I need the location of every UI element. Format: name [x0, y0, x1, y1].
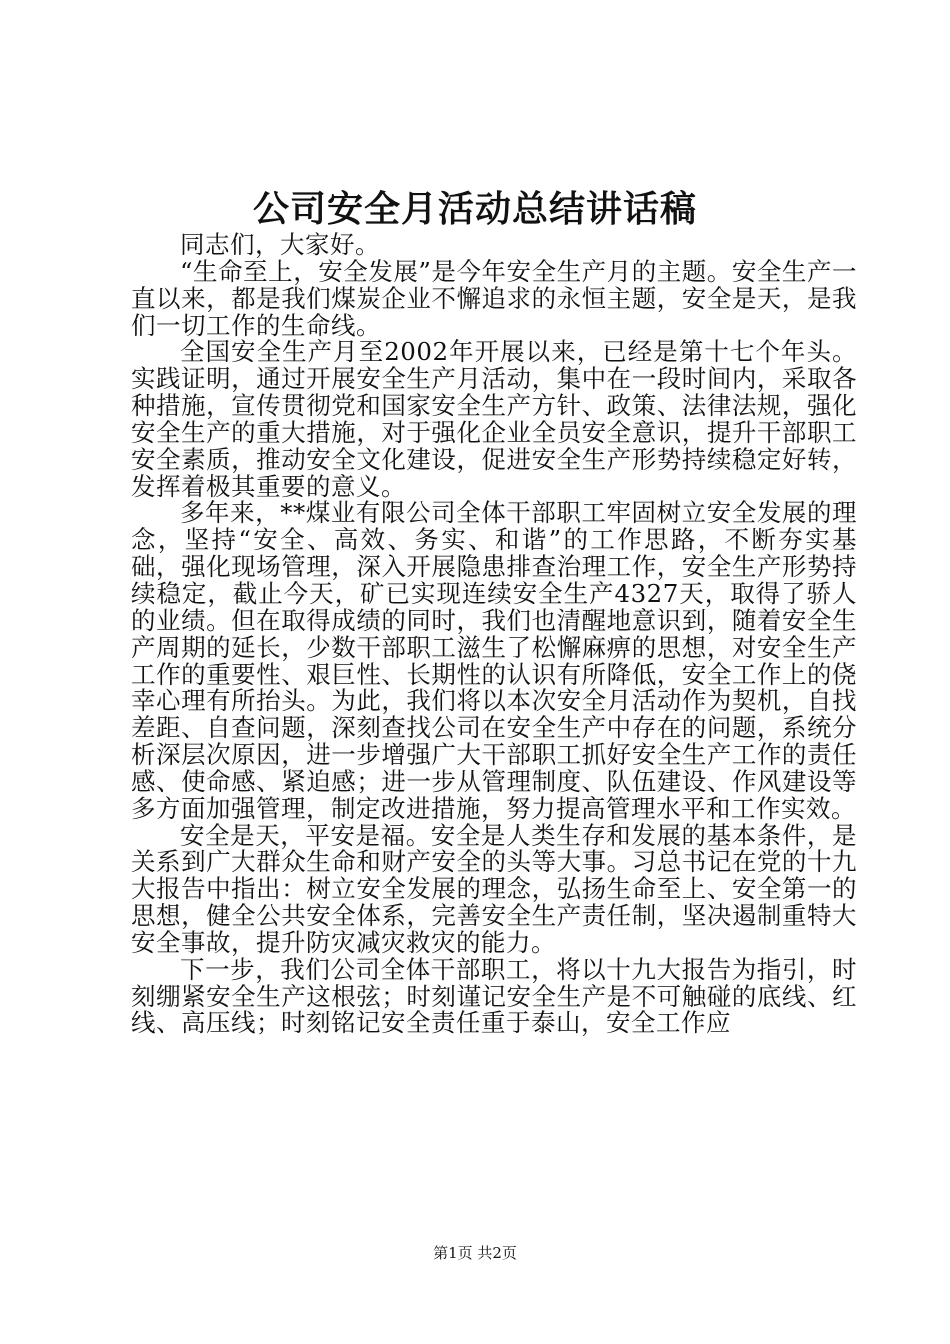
paragraph-greeting: 同志们，大家好。 [180, 230, 380, 259]
document-title: 公司安全月活动总结讲话稿 [252, 188, 697, 230]
document-body [131, 232, 857, 1037]
paragraph-achievements: 多年来，**煤业有限公司全体干部职工牢固树立安全发展的理念，坚持“安全、高效、务实、和谐”的工作思路，不断夯实基础，强化现场管理，深入开展隐患排查治理工作，安全生产形势持续稳定，截止今天，矿已实现连续安全生产4327天，取得了骄人的业绩。但在取得成绩的同时，我们也清醒地意识到，随着安全生产周期的延长，少数干部职工滋生了松懈麻痹的思想，对安全生产工作的重要性、艰巨性、长期性的认识有所降低，安全工作上的侥幸心理有所抬头。为此，我们将以本次安全月活动作为契机，自找差距、自查问题，深刻查找公司在安全生产中存在的问题，系统分析深层次原因，进一步增强广大干部职工抓好安全生产工作的责任感、使命感、紧迫感；进一步从管理制度、队伍建设、作风建设等多方面加强管理，制定改进措施，努力提高管理水平和工作实效。 [131, 498, 857, 823]
paragraph-next-steps: 下一步，我们公司全体干部职工，将以十九大报告为指引，时刻绷紧安全生产这根弦；时刻谨记安全生产是不可触碰的底线、红线、高压线；时刻铭记安全责任重于泰山，安全工作应 [131, 954, 857, 1038]
paragraph-safety-importance: 安全是天，平安是福。安全是人类生存和发展的基本条件，是关系到广大群众生命和财产安全的头等大事。习总书记在党的十九大报告中指出：树立安全发展的理念，弘扬生命至上、安全第一的思想，健全公共安全体系，完善安全生产责任制，坚决遏制重特大安全事故，提升防灾减灾救灾的能力。 [131, 820, 857, 957]
page-number-footer: 第1页 共2页 [433, 1244, 517, 1262]
paragraph-history: 全国安全生产月至2002年开展以来，已经是第十七个年头。实践证明，通过开展安全生产月活动，集中在一段时间内，采取各种措施，宣传贯彻党和国家安全生产方针、政策、法律法规，强化安全生产的重大措施，对于强化企业全员安全意识，提升干部职工安全素质，推动安全文化建设，促进安全生产形势持续稳定好转，发挥着极其重要的意义。 [131, 337, 857, 501]
paragraph-theme: “生命至上，安全发展”是今年安全生产月的主题。安全生产一直以来，都是我们煤炭企业不懈追求的永恒主题，安全是天，是我们一切工作的生命线。 [131, 256, 857, 340]
